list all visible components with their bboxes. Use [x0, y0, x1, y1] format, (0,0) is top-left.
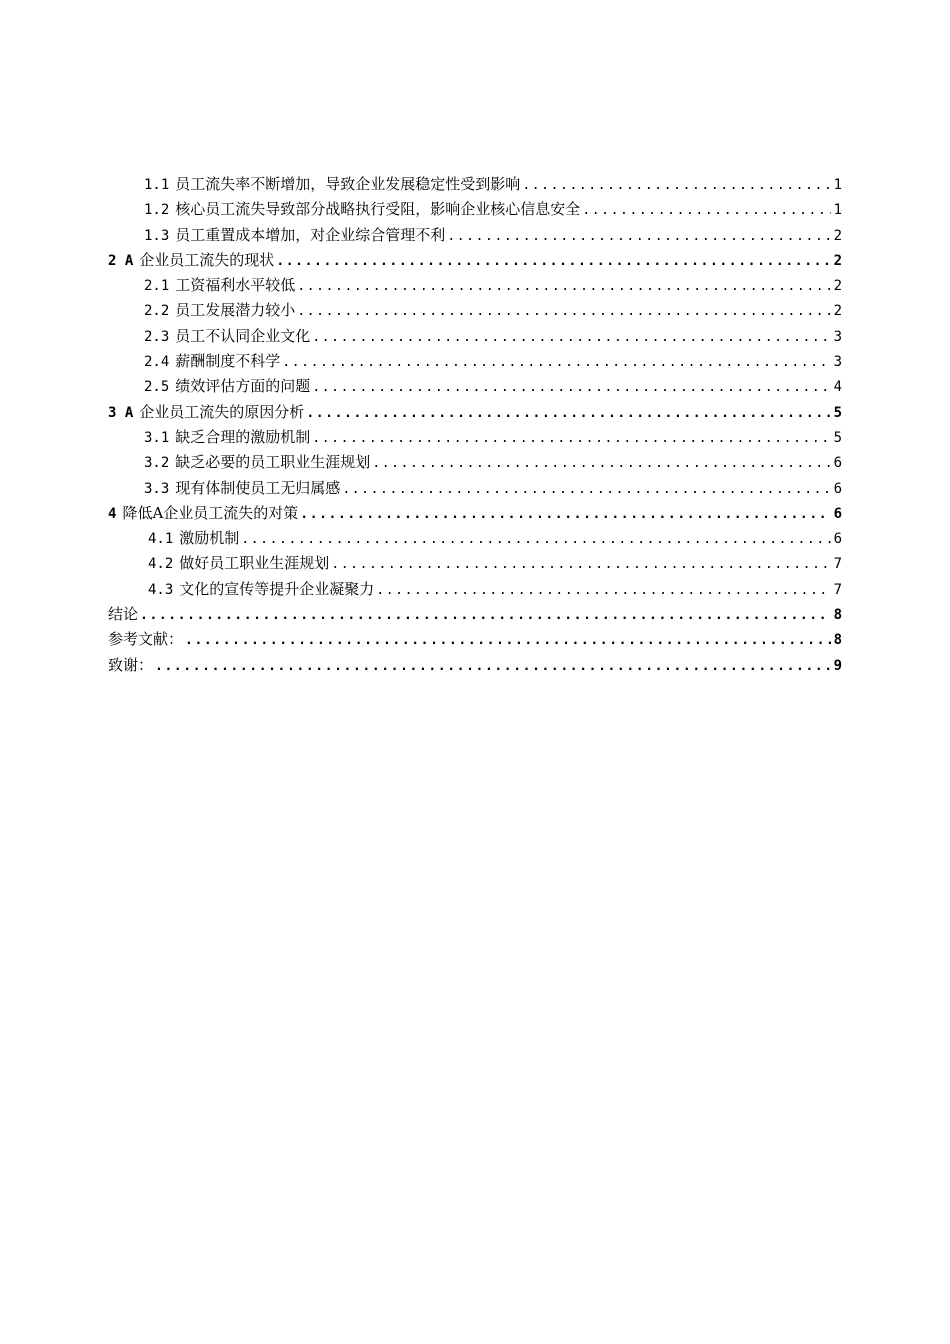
toc-entry-2-1[interactable] — [108, 273, 842, 298]
toc-leader-dots — [312, 325, 831, 350]
toc-page-number: 8 — [833, 607, 842, 624]
toc-page-number: 8 — [833, 632, 842, 649]
toc-title: 绩效评估方面的问题 — [175, 377, 311, 396]
toc-entry-conclusion[interactable] — [108, 602, 842, 627]
toc-page-number: 9 — [833, 657, 842, 674]
toc-page-number: 2 — [833, 252, 842, 269]
toc-entry-1-3[interactable] — [108, 223, 842, 248]
toc-page-number: 3 — [833, 354, 842, 371]
toc-leader-dots — [155, 654, 831, 679]
toc-page-number: 1 — [833, 177, 842, 193]
toc-entry-2[interactable] — [108, 248, 842, 273]
toc-entry-2-2[interactable] — [108, 298, 842, 323]
toc-title: 做好员工职业生涯规划 — [179, 554, 330, 573]
toc-title: 工资福利水平较低 — [175, 276, 296, 295]
toc-number: 4.3 — [148, 581, 174, 598]
toc-entry-3-1[interactable] — [108, 425, 842, 450]
table-of-contents — [108, 172, 842, 678]
toc-leader-dots — [312, 426, 831, 451]
toc-number: 1.3 — [144, 227, 170, 244]
toc-entry-4-1[interactable] — [108, 526, 842, 551]
toc-leader-dots — [447, 224, 831, 249]
toc-title: 降低A企业员工流失的对策 — [122, 503, 299, 522]
toc-leader-dots — [331, 552, 831, 577]
toc-number: 3.2 — [144, 455, 170, 472]
toc-page-number: 6 — [833, 455, 842, 472]
toc-title: 员工不认同企业文化 — [175, 326, 311, 345]
toc-entry-3-2[interactable] — [108, 450, 842, 475]
toc-number: 4 — [108, 505, 117, 522]
toc-title: 参考文献： — [108, 630, 184, 649]
toc-page-number: 2 — [833, 278, 842, 295]
toc-number: 2.3 — [144, 328, 170, 345]
toc-title: 企业员工流失的原因分析 — [139, 402, 305, 421]
toc-title: 文化的宣传等提升企业凝聚力 — [179, 579, 375, 598]
toc-number: 2 A — [108, 252, 134, 269]
toc-page-number: 5 — [833, 404, 842, 421]
toc-page-number: 5 — [833, 429, 842, 446]
toc-number: 2.1 — [144, 278, 170, 295]
toc-title: 现有体制使员工无归属感 — [175, 478, 341, 497]
toc-title: 员工发展潜力较小 — [175, 301, 296, 320]
toc-entry-3-3[interactable] — [108, 476, 842, 501]
toc-title: 企业员工流失的现状 — [139, 250, 275, 269]
toc-entry-4[interactable] — [108, 501, 842, 526]
toc-page-number: 6 — [833, 480, 842, 497]
toc-page-number: 4 — [833, 379, 842, 396]
toc-page-number: 6 — [833, 505, 842, 522]
toc-leader-dots — [372, 451, 831, 476]
toc-entry-3[interactable] — [108, 400, 842, 425]
toc-leader-dots — [185, 628, 831, 653]
toc-leader-dots — [241, 527, 831, 552]
toc-title: 薪酬制度不科学 — [175, 352, 281, 371]
toc-leader-dots — [297, 299, 831, 324]
toc-number: 3 A — [108, 404, 134, 421]
toc-title: 员工流失率不断增加，导致企业发展稳定性受到影响 — [175, 175, 521, 193]
toc-leader-dots — [300, 502, 831, 527]
toc-number: 1.1 — [144, 177, 170, 193]
toc-title: 缺乏合理的激励机制 — [175, 427, 311, 446]
toc-title: 核心员工流失导致部分战略执行受阻，影响企业核心信息安全 — [175, 200, 581, 219]
toc-leader-dots — [522, 173, 831, 198]
toc-page-number: 1 — [833, 202, 842, 219]
toc-leader-dots — [342, 477, 831, 502]
toc-leader-dots — [297, 274, 831, 299]
toc-number: 4.1 — [148, 531, 174, 548]
toc-entry-references[interactable] — [108, 627, 842, 652]
toc-entry-2-4[interactable] — [108, 349, 842, 374]
toc-number: 3.1 — [144, 429, 170, 446]
toc-page-number: 2 — [833, 227, 842, 244]
toc-number: 2.5 — [144, 379, 170, 396]
toc-entry-2-5[interactable] — [108, 374, 842, 399]
toc-entry-4-2[interactable] — [108, 551, 842, 576]
toc-number: 4.2 — [148, 556, 174, 573]
toc-title: 结论 — [108, 605, 139, 624]
toc-number: 3.3 — [144, 480, 170, 497]
toc-number: 1.2 — [144, 202, 170, 219]
toc-number: 2.4 — [144, 354, 170, 371]
toc-page-number: 6 — [833, 531, 842, 548]
toc-page-number: 2 — [833, 303, 842, 320]
toc-title: 缺乏必要的员工职业生涯规划 — [175, 453, 371, 472]
toc-title: 致谢： — [108, 655, 154, 674]
toc-leader-dots — [282, 350, 831, 375]
toc-entry-2-3[interactable] — [108, 324, 842, 349]
toc-number: 2.2 — [144, 303, 170, 320]
toc-title: 激励机制 — [179, 529, 240, 548]
toc-entry-1-1[interactable] — [108, 172, 842, 197]
toc-leader-dots — [140, 603, 831, 628]
toc-leader-dots — [312, 375, 831, 400]
toc-page-number: 7 — [833, 581, 842, 598]
toc-leader-dots — [582, 198, 831, 223]
toc-leader-dots — [276, 249, 831, 274]
toc-leader-dots — [376, 578, 831, 603]
toc-entry-1-2[interactable] — [108, 197, 842, 222]
toc-title: 员工重置成本增加，对企业综合管理不利 — [175, 225, 446, 244]
toc-leader-dots — [306, 401, 831, 426]
toc-entry-4-3[interactable] — [108, 577, 842, 602]
toc-page-number: 3 — [833, 328, 842, 345]
toc-entry-acknowledgements[interactable] — [108, 653, 842, 678]
toc-page-number: 7 — [833, 556, 842, 573]
